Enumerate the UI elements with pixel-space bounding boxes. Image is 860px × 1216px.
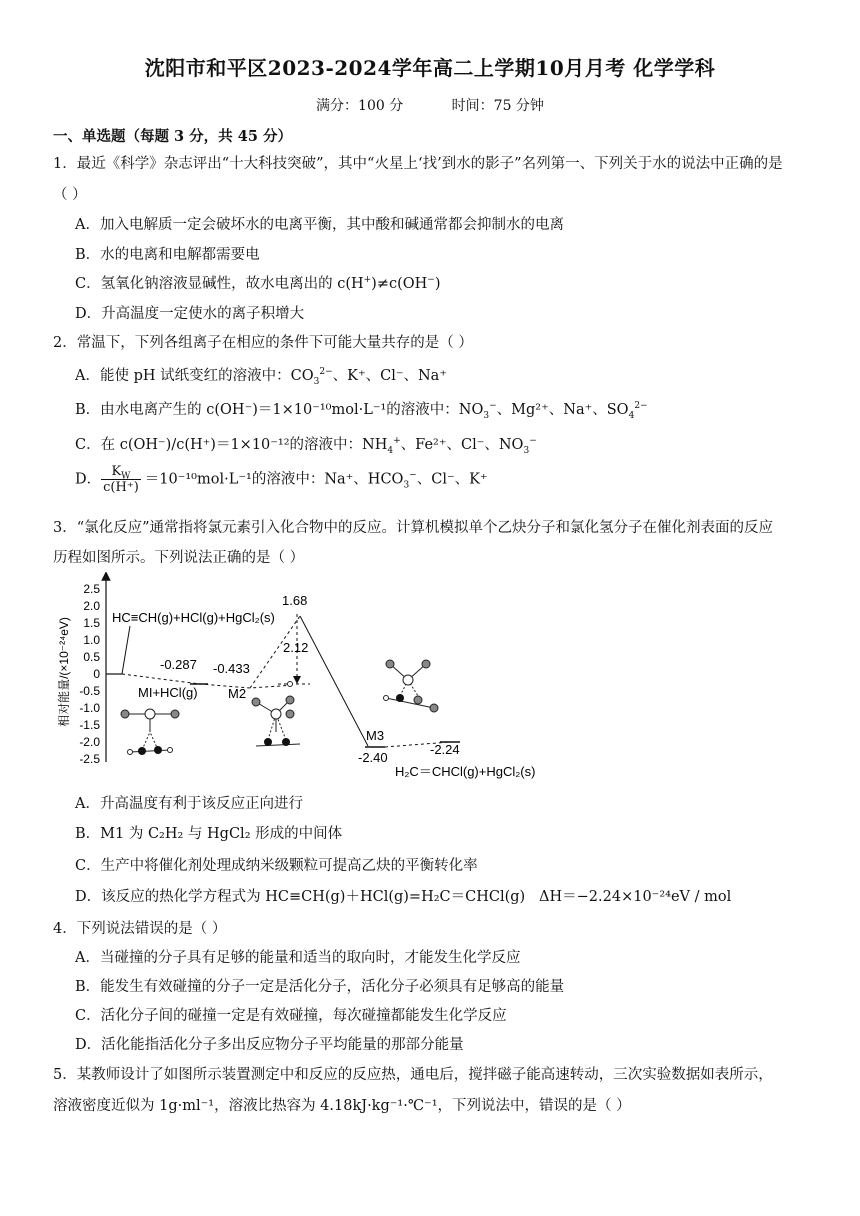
ea-value: 2.12 <box>283 640 309 655</box>
q2-stem: 2．常温下，下列各组离子在相应的条件下可能大量共存的是（ ） <box>53 335 473 351</box>
q4-option-c[interactable]: C．活化分子间的碰撞一定是有效碰撞，每次碰撞都能发生化学反应 <box>75 1008 507 1024</box>
q2-option-a[interactable]: A．能使 pH 试纸变红的溶液中：$CO_3^{2-}$、K⁺、Cl⁻、Na⁺ <box>75 367 447 387</box>
q4-option-d[interactable]: D．活化能指活化分子多出反应物分子平均能量的那部分能量 <box>75 1037 464 1053</box>
exam-time: 时间：75 分钟 <box>451 98 544 114</box>
q2-option-c[interactable]: C．在 c(OH⁻)/c(H⁺)＝1×10⁻¹²的溶液中：$NH_4^+$、Fe²⁺、Cl⁻、$NO_3^-$ <box>75 436 537 456</box>
kw-denominator: c(H⁺) <box>103 480 139 495</box>
kw-fraction: $\frac{K_W}{c(H^+)}$ <box>103 464 139 495</box>
tick-m2.5: -2.5 <box>79 752 100 766</box>
m2-molecule <box>252 682 300 747</box>
q3-option-a[interactable]: A．升高温度有利于该反应正向进行 <box>75 796 303 812</box>
reactant-leader <box>122 626 130 674</box>
q1-c-mid: )≠c(OH <box>371 276 428 292</box>
page-title: 沈阳市和平区2023-2024学年高二上学期10月月考 化学学科 <box>144 56 716 80</box>
q3-stem-line2: 历程如图所示。下列说法正确的是（ ） <box>53 550 305 566</box>
section-heading: 一、单选题（每题 3 分，共 45 分） <box>53 128 292 145</box>
q1-bracket: （ ） <box>53 187 87 203</box>
q3-d-enthalpy: ΔH＝−2.24×10⁻²⁴eV / mol <box>539 889 732 905</box>
energy-profile-figure <box>50 572 540 782</box>
q5-stem-line1: 5．某教师设计了如图所示装置测定中和反应的反应热，通电后，搅拌磁子能高速转动，三次实验数据如表所示， <box>53 1067 773 1083</box>
y-ticks <box>79 582 100 766</box>
kw-numerator: K <box>111 464 122 479</box>
q4-option-b[interactable]: B．能发生有效碰撞的分子一定是活化分子，活化分子必须具有足够高的能量 <box>75 979 565 995</box>
product-value: -2.24 <box>430 742 460 757</box>
y-axis-label: 相对能量/(×10⁻²⁴eV) <box>57 617 71 727</box>
q3-option-b[interactable]: B．M1 为 C₂H₂ 与 HgCl₂ 形成的中间体 <box>75 826 343 842</box>
q3-option-d[interactable] <box>75 885 731 906</box>
q1-stem: 1．最近《科学》杂志评出“十大科技突破”，其中“火星上‘找’到水的影子”名列第一、下列关于水的说法中正确的是 <box>53 156 783 172</box>
reactant-label: HC≡CH(g)+HCl(g)+HgCl₂(s) <box>112 610 275 625</box>
full-score: 满分：100 分 <box>316 98 404 114</box>
q3-d-equation: D．该反应的热化学方程式为 HC≡CH(g)＋HCl(g)=H₂C＝CHCl(g) <box>75 889 526 905</box>
tick-2.0: 2.0 <box>83 599 100 613</box>
q2-d-rest2: 、Cl⁻、K⁺ <box>416 471 488 488</box>
q2-a-text: A．能使 pH 试纸变红的溶液中：CO <box>75 368 314 384</box>
m3-molecule <box>384 660 439 712</box>
q2-c-rest: 、Fe²⁺、Cl⁻、NO <box>400 437 524 453</box>
m1-value: -0.287 <box>160 657 197 672</box>
descent <box>300 616 368 746</box>
q3-stem-line1: 3．“氯化反应”通常指将氯元素引入化合物中的反应。计算机模拟单个乙炔分子和氯化氢分子在催化剂表面的反应 <box>53 520 774 536</box>
product-label: H₂C＝CHCl(g)+HgCl₂(s) <box>395 764 536 779</box>
q4-option-a[interactable]: A．当碰撞的分子具有足够的能量和适当的取向时，才能发生化学反应 <box>75 950 521 966</box>
q1-option-d[interactable]: D．升高温度一定使水的离子积增大 <box>75 306 305 322</box>
ts-value: 1.68 <box>282 593 308 608</box>
tick-0: 0 <box>93 667 100 681</box>
q2-b-text: B．由水电离产生的 c(OH⁻)＝1×10⁻¹⁰mol·L⁻¹的溶液中：NO <box>75 402 484 418</box>
tick-0.5: 0.5 <box>83 650 100 664</box>
m1-molecule <box>121 709 179 755</box>
q1-option-b[interactable]: B．水的电离和电解都需要电 <box>75 247 260 263</box>
q5-stem-line2: 溶液密度近似为 1g·ml⁻¹，溶液比热容为 4.18kJ·kg⁻¹·℃⁻¹，下列说法中，错误的是（ ） <box>53 1098 631 1114</box>
q3-option-c[interactable]: C．生产中将催化剂处理成纳米级颗粒可提高乙炔的平衡转化率 <box>75 858 478 874</box>
q2-a-rest: 、K⁺、Cl⁻、Na⁺ <box>332 368 447 384</box>
tick-m0.5: -0.5 <box>79 684 100 698</box>
m2-label: M2 <box>228 686 247 701</box>
q1-option-a[interactable]: A．加入电解质一定会破坏水的电离平衡，其中酸和碱通常都会抑制水的电离 <box>75 217 564 233</box>
m2-value: -0.433 <box>213 661 250 676</box>
q4-stem: 4．下列说法错误的是（ ） <box>53 921 227 937</box>
tick-2.5: 2.5 <box>83 582 100 596</box>
q2-b-rest: 、Mg²⁺、Na⁺、SO <box>496 402 629 418</box>
tick-m1.0: -1.0 <box>79 701 100 715</box>
m1-label: MI+HCl(g) <box>138 685 198 700</box>
m3-value: -2.40 <box>358 750 388 765</box>
q2-option-d[interactable]: D． $\frac{K_W}{c(H^+)}$ ＝10⁻¹⁰mol·L⁻¹的溶液中：Na⁺、$HCO_3^-$、Cl⁻、K⁺ <box>75 464 488 495</box>
q1-c-end: ) <box>434 276 441 292</box>
tick-m2.0: -2.0 <box>79 735 100 749</box>
exam-meta <box>0 95 860 115</box>
tick-1.5: 1.5 <box>83 616 100 630</box>
q2-option-b[interactable]: B．由水电离产生的 c(OH⁻)＝1×10⁻¹⁰mol·L⁻¹的溶液中：$NO_3^-$、Mg²⁺、Na⁺、$SO_4^{2-}$ <box>75 401 648 421</box>
q1-c-pre: C．氢氧化钠溶液显碱性，故水电离出的 c(H <box>75 276 364 292</box>
tick-m1.5: -1.5 <box>79 718 100 732</box>
q2-d-rest: ＝10⁻¹⁰mol·L⁻¹的溶液中：Na⁺、HCO <box>144 471 404 488</box>
q1-option-c[interactable]: C．氢氧化钠溶液显碱性，故水电离出的 c(H+)≠c(OH−) <box>75 275 441 292</box>
q2-c-text: C．在 c(OH⁻)/c(H⁺)＝1×10⁻¹²的溶液中：NH <box>75 437 388 453</box>
m3-label: M3 <box>366 728 385 743</box>
tick-1.0: 1.0 <box>83 633 100 647</box>
q2-d-label: D． <box>75 471 102 488</box>
